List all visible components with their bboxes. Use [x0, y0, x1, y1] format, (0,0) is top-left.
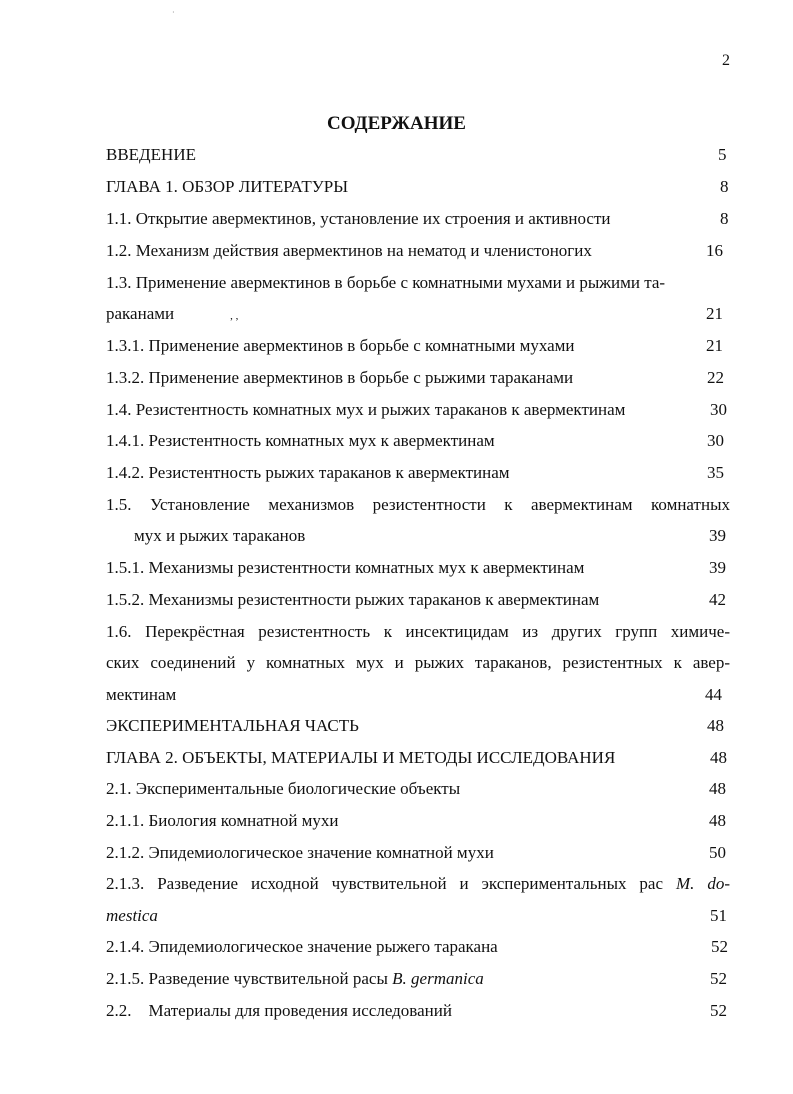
stray-marks: , , — [230, 310, 239, 322]
toc-entry-title: ВВЕДЕНИЕ — [106, 145, 196, 164]
toc-entry-title: 2.2. Материалы для проведения исследований — [106, 1001, 452, 1020]
toc-entry-title-cont: мектинам — [106, 685, 177, 704]
toc-entry-2-1-5 — [106, 967, 730, 991]
toc-entry-1-6 — [106, 620, 730, 644]
toc-entry-chapter-1 — [106, 175, 730, 199]
toc-entry-page: 21 — [706, 304, 723, 323]
page-title: СОДЕРЖАНИЕ — [327, 113, 466, 134]
toc-entry-2-1-4 — [106, 935, 730, 959]
toc-entry-page: 42 — [709, 590, 726, 609]
toc-entry-title: ЭКСПЕРИМЕНТАЛЬНАЯ ЧАСТЬ — [106, 716, 359, 735]
toc-entry-title: ГЛАВА 1. ОБЗОР ЛИТЕРАТУРЫ — [106, 177, 349, 196]
toc-entry-2-1-3 — [106, 872, 730, 896]
toc-entry-page: 50 — [709, 843, 726, 862]
toc-entry-page: 39 — [709, 558, 726, 577]
toc-entry-1-5-cont — [134, 524, 730, 548]
toc-entry-1-3 — [106, 271, 730, 295]
toc-entry-title: 1.2. Механизм действия авермектинов на нематод и членистоногих — [106, 241, 592, 260]
toc-entry-page: 22 — [707, 368, 724, 387]
toc-entry-title: 1.3. Применение авермектинов в борьбе с комнатными мухами и рыжими та- — [106, 273, 666, 292]
toc-entry-intro — [106, 143, 730, 167]
page-number: 2 — [722, 52, 730, 69]
toc-entry-page: 5 — [718, 145, 727, 164]
toc-entry-page: 21 — [706, 336, 723, 355]
toc-entry-1-3-1 — [106, 334, 730, 358]
toc-entry-title: 2.1.5. Разведение чувствительной расы — [106, 969, 393, 988]
toc-entry-title: 1.6. Перекрёстная резистентность к инсектицидам из других групп химиче- — [106, 622, 730, 641]
toc-entry-title: 2.1.1. Биология комнатной мухи — [106, 811, 339, 830]
species-name-cont: mestica — [106, 906, 158, 925]
toc-entry-title: 2.1. Экспериментальные биологические объекты — [106, 779, 461, 798]
species-name: M. do- — [675, 874, 731, 893]
toc-entry-1-6-cont2 — [106, 683, 730, 707]
toc-entry-1-5-2 — [106, 588, 730, 612]
toc-entry-title: 2.1.2. Эпидемиологическое значение комнатной мухи — [106, 843, 494, 862]
toc-entry-page: 44 — [705, 685, 722, 704]
toc-entry-2-2 — [106, 999, 730, 1023]
toc-entry-2-1-3-cont — [106, 904, 730, 928]
toc-entry-1-3-cont — [106, 302, 730, 326]
toc-entry-title: 1.1. Открытие авермектинов, установление их строения и активности — [106, 209, 611, 228]
toc-entry-page: 52 — [710, 969, 727, 988]
toc-entry-1-5 — [106, 493, 730, 517]
toc-entry-1-5-1 — [106, 556, 730, 580]
toc-entry-page: 8 — [720, 209, 729, 228]
toc-entry-chapter-2 — [106, 746, 730, 770]
toc-entry-1-4-2 — [106, 461, 730, 485]
toc-entry-experimental — [106, 714, 730, 738]
toc-entry-title: 1.3.1. Применение авермектинов в борьбе с комнатными мухами — [106, 336, 575, 355]
corner-mark: · — [172, 8, 175, 17]
toc-entry-page: 52 — [710, 1001, 727, 1020]
toc-entry-title: 2.1.4. Эпидемиологическое значение рыжего таракана — [106, 937, 498, 956]
toc-entry-title: 1.5. Установление механизмов резистентности к авермектинам комнатных — [106, 495, 730, 514]
toc-entry-page: 48 — [709, 811, 726, 830]
toc-entry-1-1 — [106, 207, 730, 231]
toc-entry-page: 16 — [706, 241, 723, 260]
toc-entry-title-cont: ских соединений у комнатных мух и рыжих тараканов, резистентных к авер- — [106, 653, 730, 672]
toc-entry-title: 1.4. Резистентность комнатных мух и рыжих тараканов к авермектинам — [106, 400, 626, 419]
species-name: B. germanica — [392, 969, 484, 988]
toc-entry-2-1 — [106, 777, 730, 801]
toc-entry-page: 35 — [707, 463, 724, 482]
toc-entry-page: 48 — [709, 779, 726, 798]
toc-entry-1-2 — [106, 239, 730, 263]
toc-entry-page: 48 — [707, 716, 724, 735]
toc-entry-1-6-cont1 — [106, 651, 730, 675]
toc-entry-page: 51 — [710, 906, 727, 925]
toc-entry-title: 1.4.2. Резистентность рыжих тараканов к авермектинам — [106, 463, 510, 482]
toc-entry-title: 1.5.2. Механизмы резистентности рыжих тараканов к авермектинам — [106, 590, 600, 609]
toc-entry-page: 30 — [707, 431, 724, 450]
toc-entry-title-cont: раканами — [106, 304, 175, 323]
toc-entry-page: 39 — [709, 526, 726, 545]
toc-entry-2-1-1 — [106, 809, 730, 833]
toc-entry-title-cont: мух и рыжих тараканов — [134, 526, 306, 545]
toc-entry-title: ГЛАВА 2. ОБЪЕКТЫ, МАТЕРИАЛЫ И МЕТОДЫ ИССЛЕДОВАНИЯ — [106, 748, 616, 767]
toc-entry-title: 1.3.2. Применение авермектинов в борьбе с рыжими тараканами — [106, 368, 574, 387]
toc-entry-1-3-2 — [106, 366, 730, 390]
toc-entry-title: 1.4.1. Резистентность комнатных мух к авермектинам — [106, 431, 495, 450]
toc-entry-title: 1.5.1. Механизмы резистентности комнатных мух к авермектинам — [106, 558, 585, 577]
toc-entry-1-4 — [106, 398, 730, 422]
toc-entry-page: 30 — [710, 400, 727, 419]
toc-entry-page: 52 — [711, 937, 728, 956]
toc-entry-page: 8 — [720, 177, 729, 196]
toc-entry-2-1-2 — [106, 841, 730, 865]
toc-entry-title: 2.1.3. Разведение исходной чувствительной и экспериментальных рас — [106, 874, 676, 893]
toc-entry-1-4-1 — [106, 429, 730, 453]
toc-entry-page: 48 — [710, 748, 727, 767]
